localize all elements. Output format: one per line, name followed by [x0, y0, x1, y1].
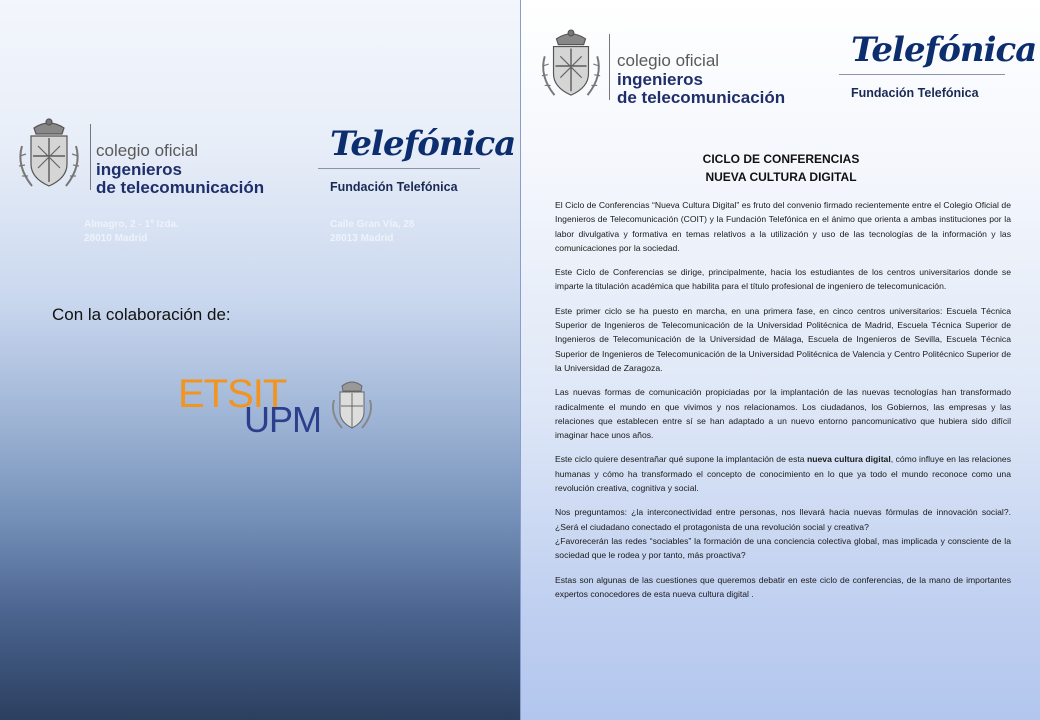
etsit-wordmark: ETSIT — [178, 372, 287, 416]
etsit-upm-logo — [178, 372, 378, 442]
telefonica-address-line2: 28013 Madrid — [330, 233, 394, 244]
paragraph-1: El Ciclo de Conferencias “Nueva Cultura Digital” es fruto del convenio firmado recientemente entre el Colegio Oficial de Ingenieros de Telecomunicación (COIT) y la Fundación Telefónica en el ánimo que orienta a ambas instituciones por la labor divulgativa y formativa en temas relativos a la utilización y uso de las tecnologías de la información y las comunicaciones por la sociedad. — [555, 200, 1011, 253]
upm-crest-icon — [330, 378, 374, 434]
coit-line1: colegio oficial — [617, 51, 720, 70]
title-line1: CICLO DE CONFERENCIAS — [702, 152, 860, 166]
telefonica-foundation: Fundación Telefónica — [851, 86, 979, 100]
telefonica-address-line1: Calle Gran Vía, 28 — [330, 219, 415, 230]
paragraph-5 — [555, 452, 1011, 495]
document-title — [521, 150, 1040, 186]
coit-address-line1: Almagro, 2 - 1º Izda. — [84, 219, 179, 230]
coit-line2: ingenieros — [617, 70, 703, 89]
telefonica-logo: Telefónica — [851, 30, 1037, 70]
coit-line1: colegio oficial — [96, 141, 199, 160]
paragraph-5-end: , cómo influye en las relaciones humanas y cómo ha transformado el concepto de conocimiento en lo que ya todo el mundo reconoce como una revolución creativa, cognitiva y social. — [555, 454, 1011, 494]
telefonica-rule — [839, 74, 1005, 75]
coit-address — [84, 218, 179, 246]
coit-wordmark — [617, 52, 785, 106]
paragraph-3: Este primer ciclo se ha puesto en marcha, en una primera fase, en cinco centros universitarios: Escuela Técnica Superior de Ingenieros de Telecomunicación de la Universidad Politécnica de Madrid, Escuela Técnica Superior de Ingenieros de Telecomunicación de la Universidad de Málaga, Escuela de Ingenieros de Sevilla, Escuela Técnica Superior de Ingenieros de Telecomunicación de la Universidad Politécnica de Valencia y Centro Politécnico Superior de la Universidad de Zaragoza. — [555, 305, 1011, 373]
paragraph-2: Este Ciclo de Conferencias se dirige, principalmente, hacia los estudiantes de los centros universitarios donde se imparte la titulación académica que habilita para el título profesional de ingeniero de telecomunicación. — [555, 267, 1011, 292]
paragraph-7: Estas son algunas de las cuestiones que queremos debatir en este ciclo de conferencias, de la mano de importantes expertos conocedores de esta nueva cultura digital . — [555, 574, 1011, 599]
paragraph-6a: Nos preguntamos: ¿la interconectividad entre personas, nos llevará hacia nuevas fórmulas de innovación social?. ¿Será el ciudadano conectado el protagonista de una revolución social y creativa? — [555, 507, 1011, 532]
paragraph-4: Las nuevas formas de comunicación propiciadas por la implantación de las nuevas tecnologías han transformado radicalmente el mundo en que vivimos y nos relacionamos. Los ciudadanos, los Gobiernos, las empresas y las relaciones que establecen entre sí se han adaptado a un nuevo entorno pancomunicativo que hubiera sido difícil imaginar hace unos años. — [555, 387, 1011, 441]
title-line2: NUEVA CULTURA DIGITAL — [705, 170, 857, 184]
coit-address-line2: 28010 Madrid — [84, 233, 148, 244]
upm-wordmark: UPM — [244, 399, 321, 440]
coit-line2: ingenieros — [96, 160, 182, 179]
document-body — [555, 198, 1011, 611]
paragraph-6b: ¿Favorecerán las redes “sociables” la formación de una conciencia colectiva global, mas implicada y consciente de la sociedad que le rodea y por tanto, más proactiva? — [555, 535, 1011, 561]
coit-crest-icon — [537, 26, 605, 106]
coit-wordmark — [96, 142, 264, 196]
paragraph-5-bold: nueva cultura digital — [807, 454, 891, 465]
coit-divider — [609, 34, 610, 100]
telefonica-address — [330, 218, 415, 246]
coit-line3: de telecomunicación — [617, 88, 786, 107]
paragraph-5-start: Este ciclo quiere desentrañar qué supone la implantación de esta — [555, 454, 808, 465]
telefonica-rule — [318, 168, 480, 169]
coit-crest-icon — [14, 116, 84, 196]
coit-line3: de telecomunicación — [96, 178, 265, 197]
right-panel — [520, 0, 1040, 720]
telefonica-logo: Telefónica — [330, 124, 516, 164]
collaboration-label: Con la colaboración de: — [52, 305, 231, 324]
telefonica-foundation: Fundación Telefónica — [330, 180, 458, 194]
coit-divider — [90, 124, 91, 190]
